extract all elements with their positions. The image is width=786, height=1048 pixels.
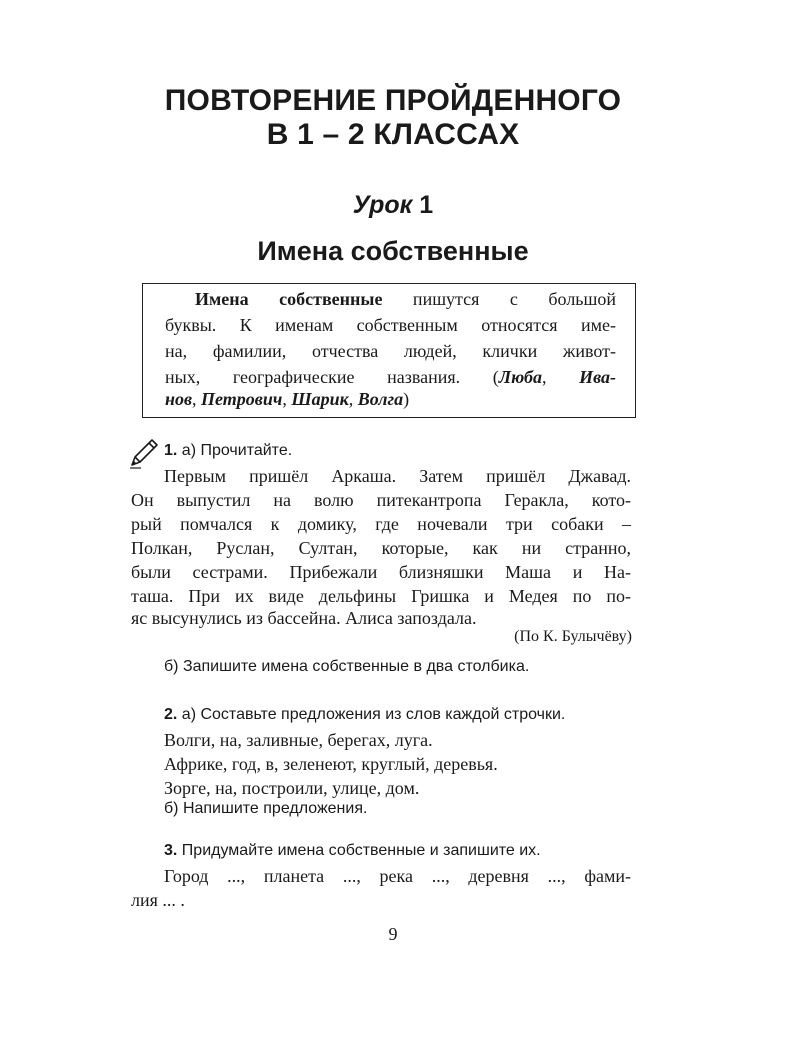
chapter-title xyxy=(0,84,786,152)
rule-separator: , xyxy=(348,389,358,409)
rule-line-3: на, фамилии, отчества людей, клички живот- xyxy=(165,341,616,361)
rule-separator: , xyxy=(541,367,580,387)
exercise-3-task: Придумайте имена собственные и запишите их. xyxy=(181,842,541,859)
rule-line-1 xyxy=(165,287,616,311)
exercise-1-text-line: рый помчался к домику, где ночевали три собаки – xyxy=(131,514,631,534)
rule-line-5 xyxy=(165,387,616,411)
rule-separator: , xyxy=(282,389,292,409)
exercise-1-instruction xyxy=(164,440,292,462)
exercise-1-text-line: Полкан, Руслан, Султан, которые, как ни странно, xyxy=(131,538,631,558)
exercise-3-number: 3. xyxy=(164,842,178,859)
rule-line-4 xyxy=(165,365,616,389)
lesson-title: Имена собственные xyxy=(257,236,529,266)
rule-paren: ) xyxy=(403,389,410,409)
pencil-icon xyxy=(127,436,161,470)
rule-line-1-text: пишутся с большой xyxy=(382,289,617,309)
rule-example: Ива- xyxy=(579,367,616,387)
rule-example: Шарик xyxy=(291,389,349,409)
chapter-title-line-1: ПОВТОРЕНИЕ ПРОЙДЕННОГО xyxy=(164,84,622,117)
lesson-word: Урок xyxy=(352,191,413,219)
rule-example: Петрович xyxy=(201,389,283,409)
rule-example: нов xyxy=(165,389,193,409)
rule-example: Люба xyxy=(498,367,542,387)
rule-separator: , xyxy=(192,389,202,409)
lesson-label xyxy=(0,190,786,220)
exercise-2-text-line: Африке, год, в, зеленеют, круглый, деревья. xyxy=(164,754,498,774)
exercise-1-part-b: б) Запишите имена собственные в два столбика. xyxy=(164,658,530,675)
exercise-2-part-b: б) Напишите предложения. xyxy=(164,800,368,817)
page-number: 9 xyxy=(388,924,398,944)
exercise-2-part-a: а) Составьте предложения из слов каждой строчки. xyxy=(181,706,566,723)
rule-example: Волга xyxy=(357,389,404,409)
exercise-1-text-line: таша. При их виде дельфины Гришка и Медея по по- xyxy=(131,586,631,606)
exercise-2-number: 2. xyxy=(164,706,178,723)
exercise-3-text-line: лия ... . xyxy=(131,890,185,910)
lesson-number: 1 xyxy=(419,191,434,219)
exercise-2-instruction xyxy=(164,704,565,726)
exercise-3-text-line: Город ..., планета ..., река ..., деревня ..., фами- xyxy=(164,866,631,886)
exercise-2-text-line: Волги, на, заливные, берегах, луга. xyxy=(164,730,433,750)
exercise-1-text-line: Он выпустил на волю питекантропа Геракла, кото- xyxy=(131,490,631,510)
rule-line-4-text: ных, географические названия. ( xyxy=(165,367,499,387)
chapter-title-line-2: В 1 – 2 КЛАССАХ xyxy=(266,118,520,151)
exercise-1-part-a: а) Прочитайте. xyxy=(181,442,293,459)
rule-line-2: буквы. К именам собственным относятся име- xyxy=(165,315,616,335)
rule-term: Имена собственные xyxy=(195,289,383,309)
exercise-3-instruction xyxy=(164,840,541,862)
exercise-1-text-line: были сестрами. Прибежали близняшки Маша и На- xyxy=(131,562,631,582)
exercise-1-text-line: Первым пришёл Аркаша. Затем пришёл Джавад. xyxy=(164,466,631,486)
exercise-1-text-line: яс высунулись из бассейна. Алиса запоздала. xyxy=(131,608,477,628)
exercise-2-text-line: Зорге, на, построили, улице, дом. xyxy=(164,778,420,798)
exercise-1-source: (По К. Булычёву) xyxy=(514,628,632,645)
exercise-1-number: 1. xyxy=(164,442,178,459)
